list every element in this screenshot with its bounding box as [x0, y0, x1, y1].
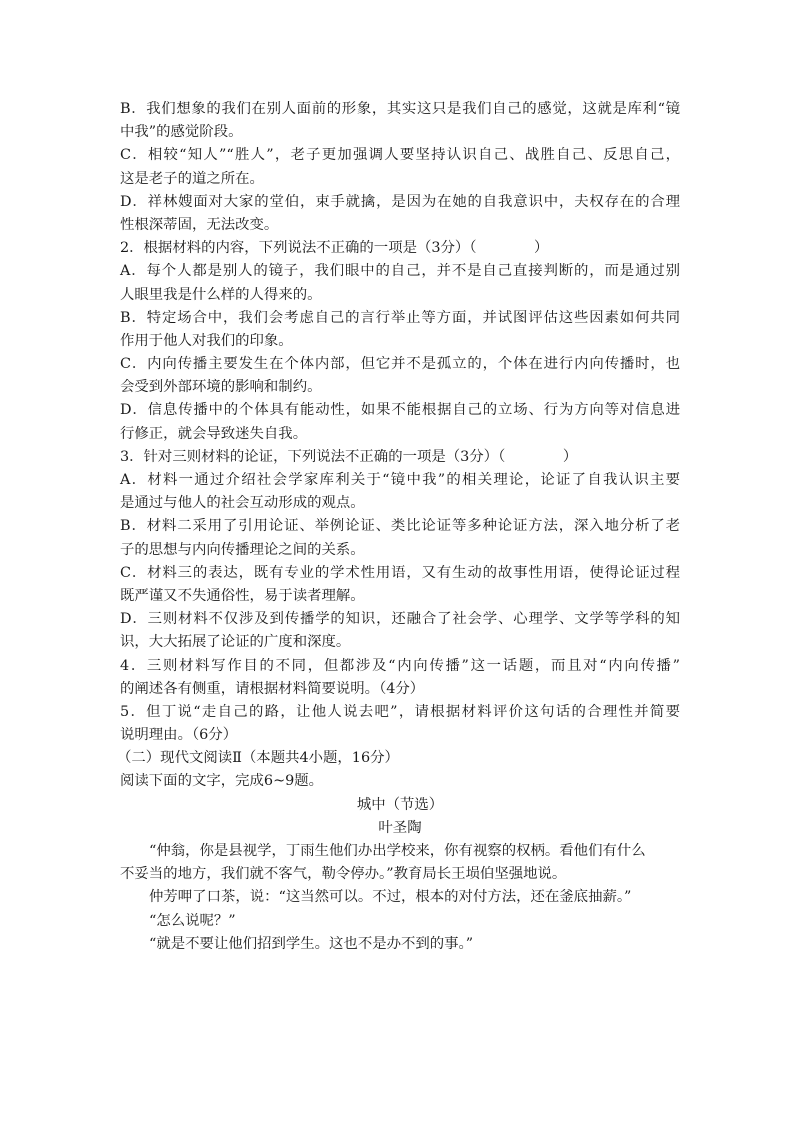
- q3-option-d-line-1: D．三则材料不仅涉及到传播学的知识，还融合了社会学、心理学、文学等学科的知: [120, 611, 680, 628]
- option-b-line-2: 中我”的感觉阶段。: [120, 124, 243, 141]
- q3-option-b-line-1: B．材料二采用了引用论证、举例论证、类比论证等多种论证方法，深入地分析了老: [120, 518, 680, 535]
- question-3-stem: 3．针对三则材料的论证，下列说法不正确的一项是（3分）（ ）: [120, 448, 578, 465]
- option-c-line-2: 这是老子的道之所在。: [120, 170, 264, 187]
- option-d-line-1: D．祥林嫂面对大家的堂伯，束手就擒，是因为在她的自我意识中，夫权存在的合理: [120, 193, 680, 210]
- q2-option-c-line-2: 会受到外部环境的影响和制约。: [120, 379, 322, 396]
- passage-paragraph-1-line-2: 不妥当的地方，我们就不客气，勒令停办。”教育局长王埙伯坚强地说。: [120, 866, 567, 883]
- q2-option-d-line-1: D．信息传播中的个体具有能动性，如果不能根据自己的立场、行为方向等对信息进: [120, 402, 680, 419]
- option-d-line-2: 性根深蒂固，无法改变。: [120, 216, 279, 233]
- question-4-line-2: 的阐述各有侧重，请根据材料简要说明。（4分）: [120, 680, 425, 697]
- question-5-line-2: 说明理由。（6分）: [120, 727, 238, 744]
- option-b-line-1: B．我们想象的我们在别人面前的形象，其实这只是我们自己的感觉，这就是库利“镜: [120, 101, 680, 117]
- document-page: [117, 98, 680, 956]
- section-heading: （二）现代文阅读Ⅱ（本题共4小题，16分）: [117, 750, 399, 767]
- passage-paragraph-3: “怎么说呢？”: [149, 912, 236, 929]
- q2-option-b-line-2: 作用于他人对我们的印象。: [120, 332, 293, 349]
- q3-option-b-line-2: 子的思想与内向传播理论之间的关系。: [120, 541, 365, 558]
- passage-author: 叶圣陶: [378, 819, 422, 836]
- q3-option-c-line-2: 既严谨又不失通俗性，易于读者理解。: [120, 587, 365, 604]
- q3-option-a-line-1: A．材料一通过介绍社会学家库利关于“镜中我”的相关理论，论证了自我认识主要: [120, 472, 680, 488]
- question-4-line-1: 4．三则材料写作目的不同，但都涉及“内向传播”这一话题，而且对“内向传播”: [120, 657, 680, 674]
- q2-option-c-line-1: C．内向传播主要发生在个体内部，但它并不是孤立的，个体在进行内向传播时，也: [120, 356, 680, 373]
- reading-instruction: 阅读下面的文字，完成6~9题。: [120, 773, 324, 790]
- passage-paragraph-4: “就是不要让他们招到学生。这也不是办不到的事。”: [149, 935, 474, 952]
- q2-option-d-line-2: 行修正，就会导致迷失自我。: [120, 425, 308, 442]
- q3-option-a-line-2: 是通过与他人的社会互动形成的观点。: [120, 495, 365, 512]
- passage-paragraph-1-line-1: “仲翁，你是县视学，丁雨生他们办出学校来，你有视察的权柄。看他们有什么: [149, 843, 646, 859]
- passage-title: 城中（节选）: [356, 796, 444, 813]
- q2-option-a-line-1: A．每个人都是别人的镜子，我们眼中的自己，并不是自己直接判断的，而是通过别: [120, 263, 680, 280]
- passage-paragraph-2: 仲芳呷了口茶，说：“这当然可以。不过，根本的对付方法，还在釜底抽薪。”: [149, 889, 632, 906]
- question-5-line-1: 5．但丁说“走自己的路，让他人说去吧”，请根据材料评价这句话的合理性并简要: [120, 703, 680, 720]
- question-2-stem: 2．根据材料的内容，下列说法不正确的一项是（3分）（ ）: [120, 240, 549, 257]
- q3-option-c-line-1: C．材料三的表达，既有专业的学术性用语，又有生动的故事性用语，使得论证过程: [120, 564, 680, 581]
- q2-option-b-line-1: B．特定场合中，我们会考虑自己的言行举止等方面，并试图评估这些因素如何共同: [120, 309, 680, 326]
- q2-option-a-line-2: 人眼里我是什么样的人得来的。: [120, 286, 322, 303]
- q3-option-d-line-2: 识，大大拓展了论证的广度和深度。: [120, 634, 351, 651]
- option-c-line-1: C．相较“知人”“胜人”，老子更加强调人要坚持认识自己、战胜自己、反思自己，: [120, 147, 680, 164]
